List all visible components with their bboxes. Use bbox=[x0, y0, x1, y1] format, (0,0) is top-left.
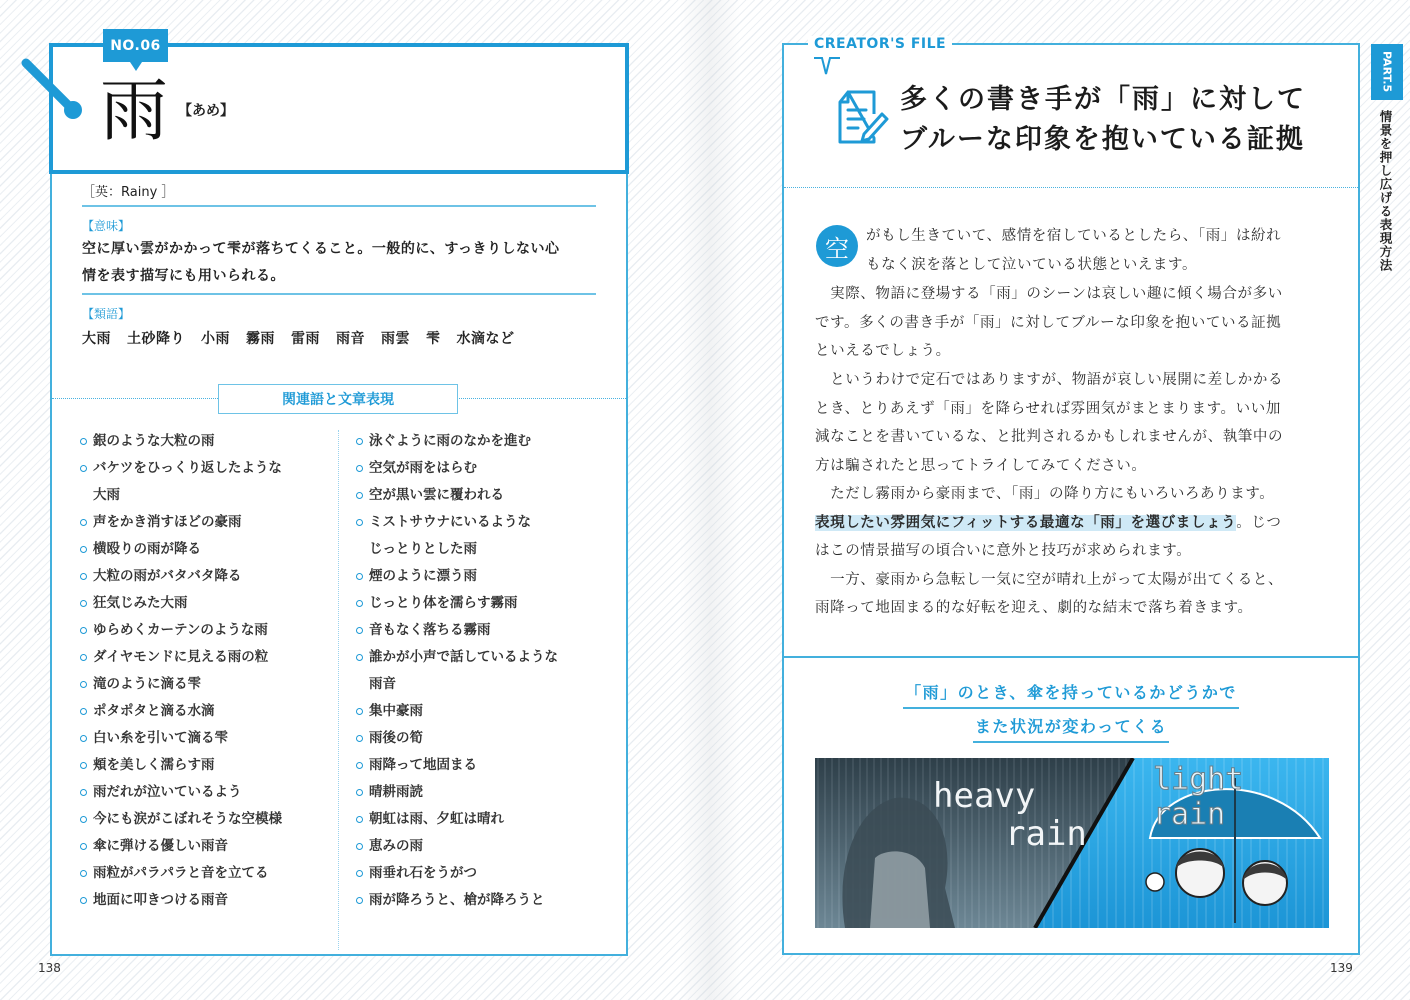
body-text: 。じつ bbox=[1236, 515, 1282, 531]
body-line: 方は騙されたと思ってトライしてみてください。 bbox=[815, 458, 1147, 474]
synonyms-list bbox=[82, 326, 602, 353]
expression-item: 音もなく落ちる霧雨 bbox=[356, 617, 606, 644]
chapter-title-vertical: 情景を押し広げる表現方法 bbox=[1378, 110, 1393, 272]
body-line: 実際、物語に登場する「雨」のシーンは哀しい趣に傾く場合が多い bbox=[815, 286, 1283, 302]
synonym: 水滴など bbox=[456, 331, 515, 347]
header-divider bbox=[784, 187, 1358, 188]
expression-item: ポタポタと滴る水滴 bbox=[80, 698, 330, 725]
pin-icon bbox=[18, 55, 88, 125]
expression-item: 空気が雨をはらむ bbox=[356, 455, 606, 482]
expression-item: 狂気じみた大雨 bbox=[80, 590, 330, 617]
expression-item: 煙のように漂う雨 bbox=[356, 563, 606, 590]
part-tab-label: PART.5 bbox=[1380, 51, 1394, 93]
expression-item: ゆらめくカーテンのような雨 bbox=[80, 617, 330, 644]
expression-item: 今にも涙がこぼれそうな空模様 bbox=[80, 806, 330, 833]
expression-item: 誰かが小声で話しているような bbox=[356, 644, 606, 671]
light-rain-label: light rain bbox=[1153, 762, 1244, 832]
section-title: 関連語と文章表現 bbox=[218, 384, 458, 414]
expression-item: 雨垂れ石をうがつ bbox=[356, 860, 606, 887]
highlighted-text: 表現したい雰囲気にフィットする最適な「雨」を選びましょう bbox=[815, 515, 1237, 531]
synonym: 小雨 bbox=[201, 331, 230, 347]
expression-item: 雨降って地固まる bbox=[356, 752, 606, 779]
meaning-line: 情を表す描写にも用いられる。 bbox=[82, 268, 285, 284]
expression-item: バケツをひっくり返したような bbox=[80, 455, 330, 482]
expression-item: 雨後の筍 bbox=[356, 725, 606, 752]
body-line: といえるでしょう。 bbox=[815, 343, 951, 359]
divider bbox=[82, 293, 596, 295]
body-line: ただし霧雨から豪雨まで、「雨」の降り方にもいろいろあります。 bbox=[815, 486, 1275, 502]
expression-list-right bbox=[356, 428, 606, 914]
expression-item: 地面に叩きつける雨音 bbox=[80, 887, 330, 914]
body-line: はこの情景描写の頃合いに意外と技巧が求められます。 bbox=[815, 543, 1192, 559]
synonym: 雫 bbox=[426, 331, 441, 347]
expression-item: ダイヤモンドに見える雨の粒 bbox=[80, 644, 330, 671]
rain-illustration bbox=[815, 758, 1329, 928]
body-line: もなく涙を落として泣いている状態といえます。 bbox=[866, 257, 1198, 273]
synonyms-label: 【類語】 bbox=[82, 307, 131, 321]
expression-item: 声をかき消すほどの豪雨 bbox=[80, 509, 330, 536]
book-gutter bbox=[680, 0, 740, 1000]
body-line: 一方、豪雨から急転し一気に空が晴れ上がって太陽が出てくると、 bbox=[815, 572, 1284, 588]
headword: 雨 bbox=[100, 72, 169, 151]
headline bbox=[900, 80, 1306, 160]
expression-item: 傘に弾ける優しい雨音 bbox=[80, 833, 330, 860]
headline-line: ブルーな印象を抱いている証拠 bbox=[900, 124, 1305, 155]
expression-item: ミストサウナにいるような bbox=[356, 509, 606, 536]
headline-line: 多くの書き手が「雨」に対して bbox=[900, 84, 1306, 115]
expression-item: 横殴りの雨が降る bbox=[80, 536, 330, 563]
expression-item: 滝のように滴る雫 bbox=[80, 671, 330, 698]
synonym: 雨音 bbox=[336, 331, 365, 347]
expression-item: 恵みの雨 bbox=[356, 833, 606, 860]
body-line: とき、とりあえず「雨」を降らせれば雰囲気がまとまります。いい加 bbox=[815, 401, 1281, 417]
headword-reading: 【あめ】 bbox=[178, 103, 234, 119]
body-line-highlighted bbox=[815, 511, 1282, 532]
expression-item-continuation: 大雨 bbox=[93, 487, 120, 503]
heavy-rain-label: rain bbox=[1005, 814, 1087, 854]
body-line: がもし生きていて、感情を宿しているとしたら、「雨」は紛れ bbox=[866, 228, 1282, 244]
column-divider bbox=[338, 430, 339, 950]
document-edit-icon bbox=[834, 88, 890, 148]
meaning-line: 空に厚い雲がかかって雫が落ちてくること。一般的に、すっきりしない心 bbox=[82, 241, 560, 257]
dropcap: 空 bbox=[816, 225, 858, 267]
expression-item: 頬を美しく濡らす雨 bbox=[80, 752, 330, 779]
synonym: 土砂降り bbox=[127, 331, 185, 347]
part-tab[interactable] bbox=[1371, 44, 1403, 100]
expression-item-continuation: 雨音 bbox=[369, 676, 396, 692]
body-line: というわけで定石ではありますが、物語が哀しい展開に差しかかる bbox=[815, 372, 1284, 388]
synonym: 雨雲 bbox=[381, 331, 410, 347]
synonym: 大雨 bbox=[82, 331, 111, 347]
expression-item: 雨が降ろうと、槍が降ろうと bbox=[356, 887, 606, 914]
expression-item: 集中豪雨 bbox=[356, 698, 606, 725]
expression-item: 晴耕雨読 bbox=[356, 779, 606, 806]
expression-item: 銀のような大粒の雨 bbox=[80, 428, 330, 455]
synonym: 霧雨 bbox=[246, 331, 275, 347]
expression-item: 雨粒がパラパラと音を立てる bbox=[80, 860, 330, 887]
speech-tail-icon bbox=[812, 54, 842, 76]
meaning-label: 【意味】 bbox=[82, 219, 131, 233]
caption-line: また状況が変わってくる bbox=[973, 714, 1169, 743]
expression-item: 雨だれが泣いているよう bbox=[80, 779, 330, 806]
heavy-rain-label: heavy bbox=[933, 776, 1036, 816]
expression-item: じっとり体を濡らす霧雨 bbox=[356, 590, 606, 617]
expression-list-left bbox=[80, 428, 330, 914]
body-line: です。多くの書き手が「雨」に対してブルーな印象を抱いている証拠 bbox=[815, 315, 1282, 331]
divider bbox=[82, 205, 596, 207]
expression-item-continuation: じっとりとした雨 bbox=[369, 541, 477, 557]
body-line: 雨降って地固まる的な好転を迎え、劇的な結末で落ち着きます。 bbox=[815, 600, 1253, 616]
entry-number-badge: NO.06 bbox=[103, 29, 168, 62]
expression-item: 空が黒い雲に覆われる bbox=[356, 482, 606, 509]
section-divider bbox=[784, 656, 1358, 658]
expression-item: 朝虹は雨、夕虹は晴れ bbox=[356, 806, 606, 833]
page-number-left: 138 bbox=[38, 961, 61, 975]
page-number-right: 139 bbox=[1330, 961, 1353, 975]
body-line: 減なことを書いているな、と批判されるかもしれませんが、執筆中の bbox=[815, 429, 1284, 445]
expression-item: 泳ぐように雨のなかを進む bbox=[356, 428, 606, 455]
expression-item: 大粒の雨がバタバタ降る bbox=[80, 563, 330, 590]
english-translation: ［英：Rainy ］ bbox=[82, 185, 175, 200]
caption-line: 「雨」のとき、傘を持っているかどうかで bbox=[903, 680, 1239, 709]
meaning-text bbox=[82, 236, 602, 290]
expression-item: 白い糸を引いて滴る雫 bbox=[80, 725, 330, 752]
creator-file-label: CREATOR'S FILE bbox=[808, 36, 952, 52]
synonym: 雷雨 bbox=[291, 331, 320, 347]
